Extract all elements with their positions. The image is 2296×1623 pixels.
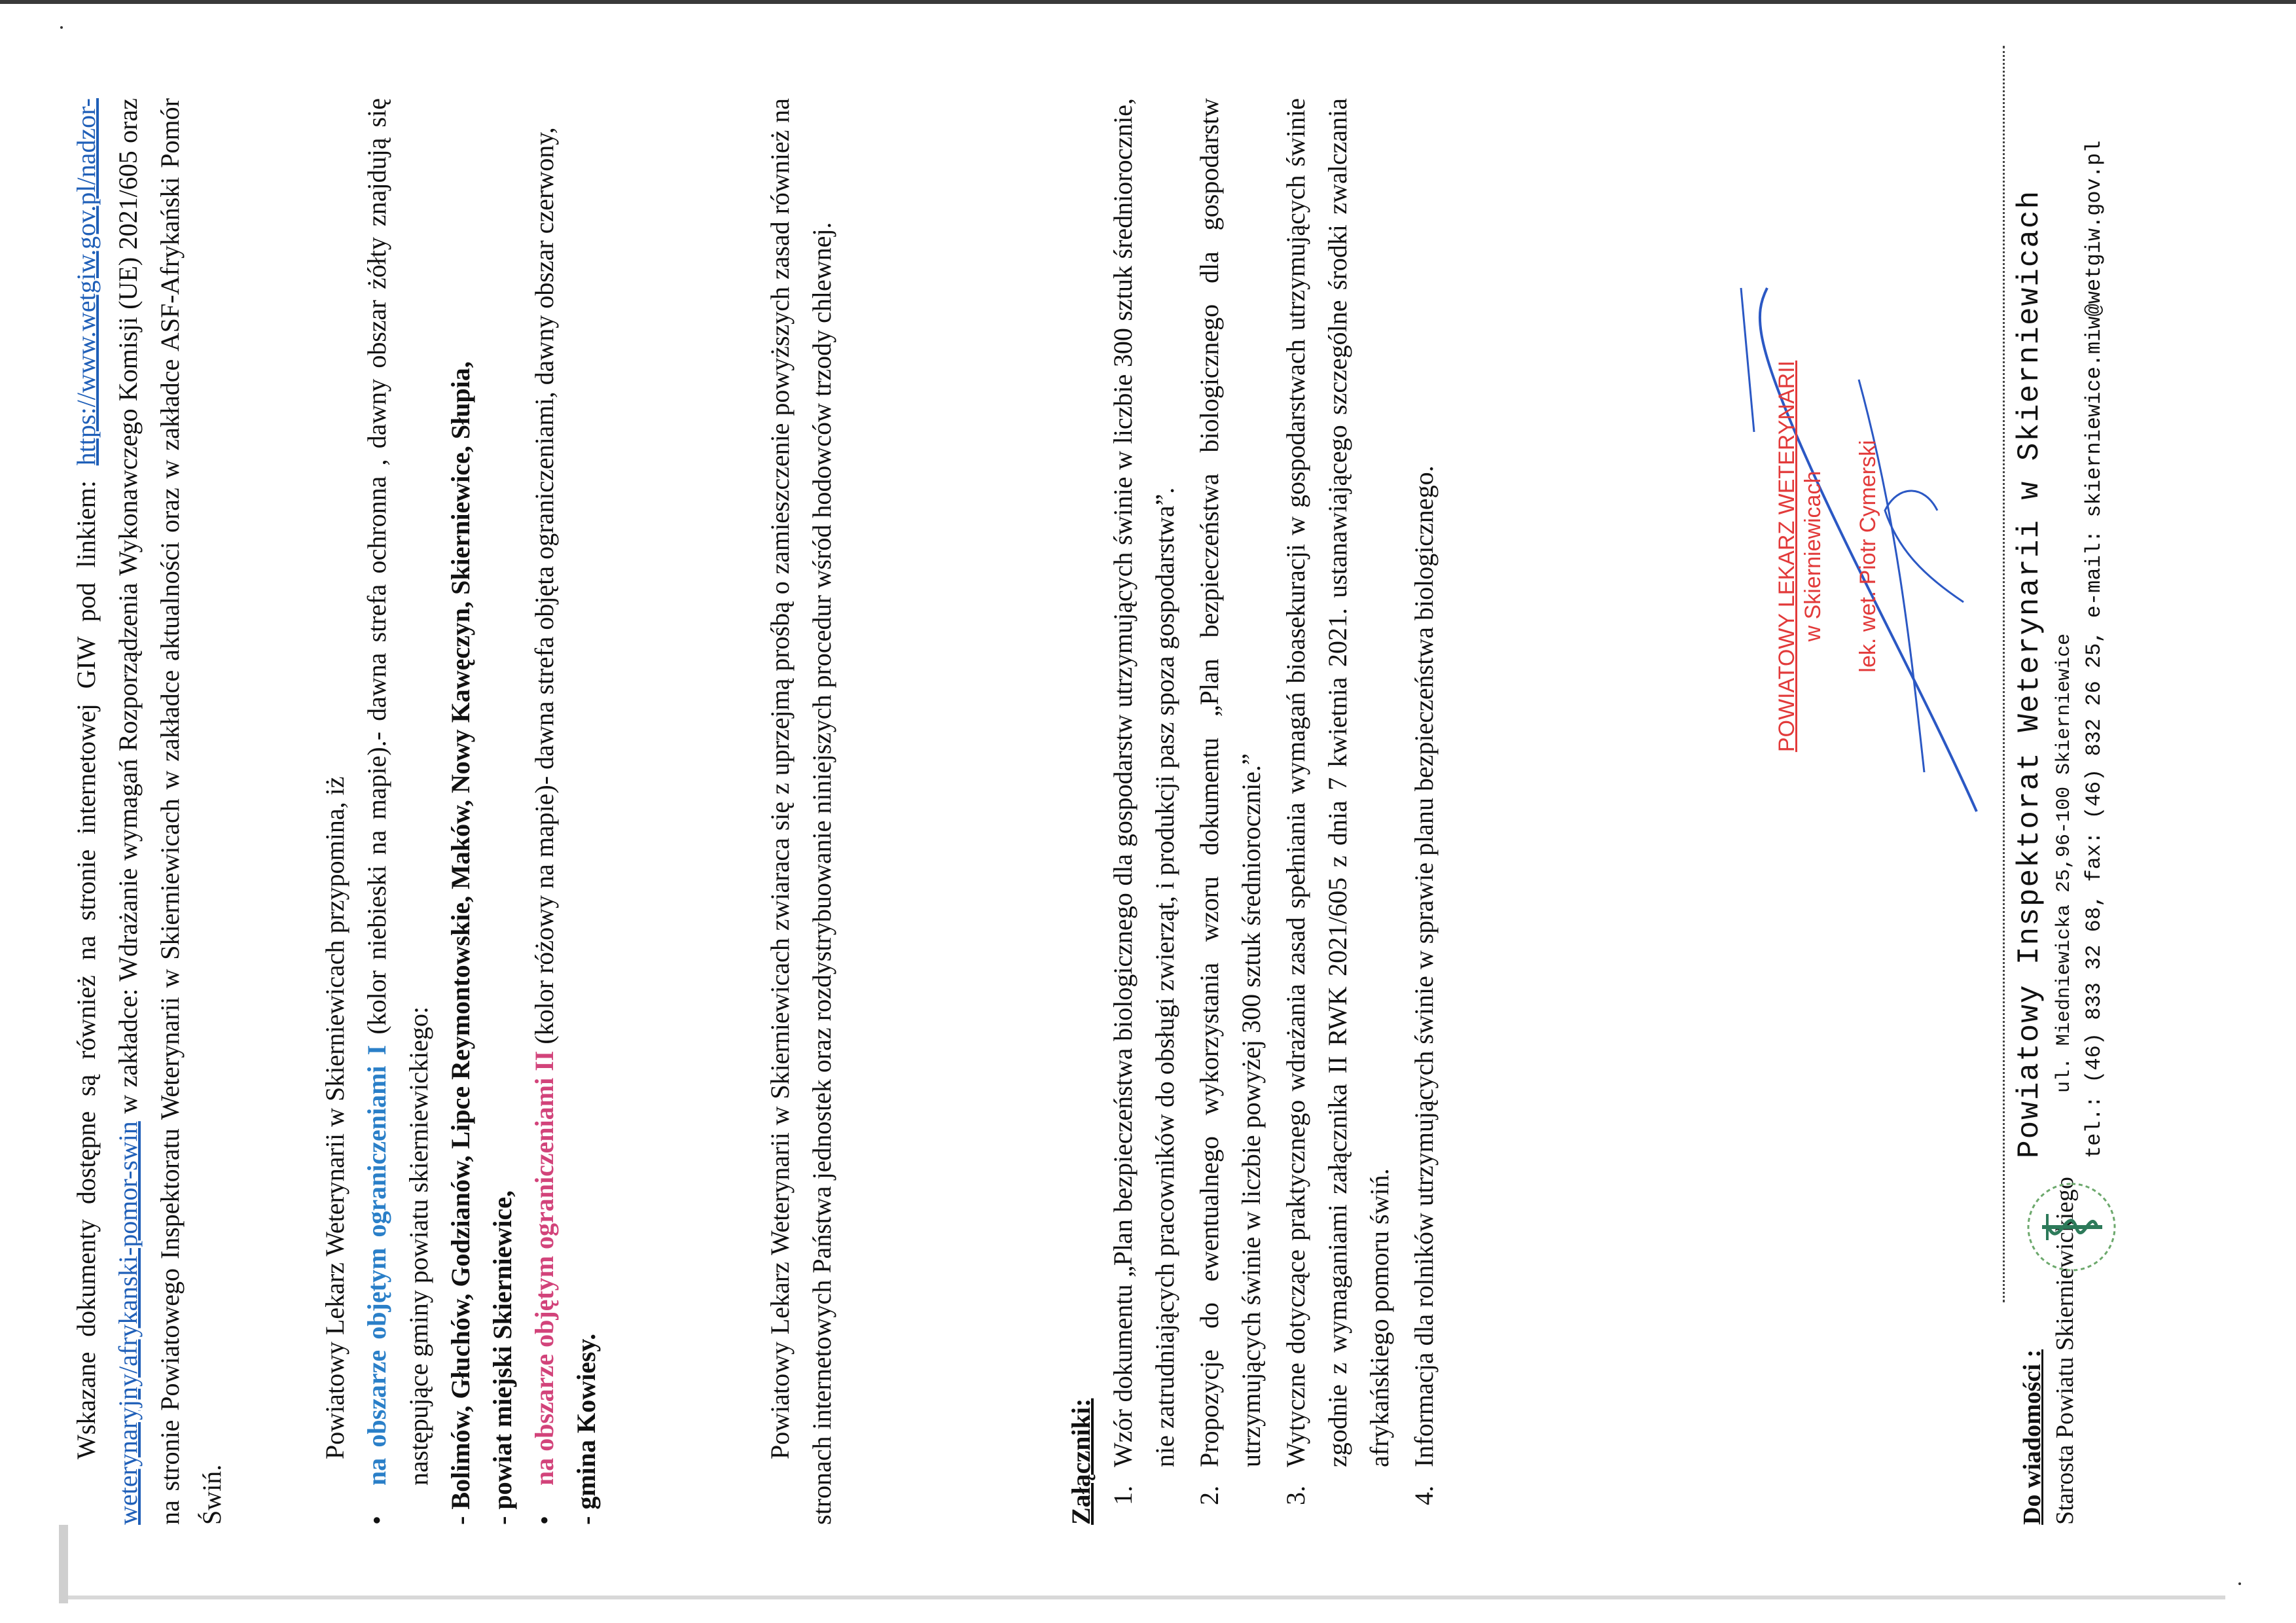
scan-edge-bottom [65,1596,2225,1599]
giw-link[interactable]: https://www.wetgiw.gov.pl/nadzor-weterynaryjny/afrykanski-pomor-swin [71,98,143,1525]
attachment-item: 4. Informacja dla rolników utrzymujących świnie w sprawie planu bezpieczeństwa biologicznego. [1403,98,1445,1479]
official-stamp [1774,353,1881,759]
attachment-item: 2. Propozycje do ewentualnego wykorzystania wzoru dokumentu „Plan bezpieczeństwa biologicznego dla gospodarstw utrzymujących świnie w liczbie powyżej 300 sztuk średniorocznie.” [1189,98,1272,1479]
gminy-zone1 [440,98,482,1525]
attachments-heading: Załączniki: [1066,1398,1096,1525]
zone2-description: (kolor różowy na mapie)- dawna strefa objęta ograniczeniami, dawny obszar czerwony, [529,127,559,1051]
scan-edge-top [0,0,2296,4]
institution-name: Powiatowy Inspektorat Weterynarii w Skierniewicach [2013,189,2047,1158]
intro-text-continued: w zakładce: Wdrażanie wymagań Rozporządzenia Wykonawczego Komisji (UE) 2021/605 oraz na stronie Powiatowego Inspektoratu Weterynarii w Skierniewicach w zakładce aktualności oraz w zakładce ASF-Afrykański Pomór Świń. [113,98,226,1525]
scan-speck [2238,1582,2241,1585]
document-page [39,13,2265,1571]
areas-section [314,98,607,1525]
institution-contact: tel.: (46) 833 32 68, fax: (46) 832 26 25, e-mail: skierniewice.miw@wetgiw.gov.pl [2082,140,2106,1158]
intro-paragraph [65,98,233,1525]
zone1-description: (kolor niebieski na mapie).- dawna strefa ochronna , dawny obszar żółty znajdują się następujące gminy powiatu skierniewickiego: [362,98,433,1486]
institution-block [2009,46,2110,1158]
zone1-label: na obszarze objętym ograniczeniami I [362,1044,391,1486]
recipient-starosta: Starosta Powiatu Skierniewickiego [2051,1177,2079,1525]
area-item-1 [356,98,440,1486]
stamp-line-city: w Skierniewicach [1801,471,1825,642]
city-zone1 [482,98,524,1525]
recipients-heading: Do wiadomości : [2018,1349,2046,1525]
zone2-label: na obszarze objętym ograniczeniami II [529,1050,559,1486]
intro-text: Wskazane dokumenty dostępne są również na stronie internetowej GIW pod linkiem: [71,465,101,1459]
stamp-line-name: lek. wet. Piotr Cymerski [1856,440,1880,673]
intro-section [65,98,233,1525]
gminy-zone1-text: - Bolimów, Głuchów, Godzianów, Lipce Reymontowskie, Maków, Nowy Kawęczyn, Skierniewice, Słupia, [446,361,475,1525]
areas-lead: Powiatowy Lekarz Weterynarii w Skierniewicach przypomina, iż [320,776,350,1459]
gminy-zone2 [565,98,607,1525]
footer-divider [2003,46,2005,1302]
attachments-list [1102,98,1445,1525]
area-item-2 [524,98,565,1486]
areas-list [356,98,440,1525]
attachment-item: 3. Wytyczne dotyczące praktycznego wdrażania zasad spełniania wymagań bioasekuracji w gospodarstwach utrzymujących świnie zgodnie z wymaganiami załącznika II RWK 2021/605 z dnia 7 kwietnia 2021. ustanawiającego szczególne środki zwalczania afrykańskiego pomoru świń. [1275,98,1401,1479]
attachments-section [1060,98,1448,1525]
veterinary-emblem-icon [2022,1178,2121,1276]
attachment-item: 1. Wzór dokumentu „Plan bezpieczeństwa biologicznego dla gospodarstw utrzymujących świnie w liczbie 300 sztuk średniorocznie, nie zatrudniających pracowników do obsługi zwierząt, i produkcji pasz spoza gospodarstwa”. [1102,98,1186,1479]
request-section [759,98,843,1525]
city-zone1-text: - powiat miejski Skierniewice, [488,1190,517,1525]
request-paragraph: Powiatowy Lekarz Weterynarii w Skierniewicach zwiaraca się z uprzejmą prośbą o zamieszczenie powyższych zasad również na stronach internetowych Państwa jednostek oraz rozdystrybuowanie niniejszych procedur wśród hodowców trzody chlewnej. [765,98,836,1525]
institution-address: ul. Miedniewicka 25,96-100 Skierniewice [2053,633,2075,1093]
areas-list-2 [524,98,565,1525]
gminy-zone2-text: - gmina Kowiesy. [571,1333,601,1525]
stamp-line-title: POWIATOWY LEKARZ WETERYNARII [1774,360,1799,753]
